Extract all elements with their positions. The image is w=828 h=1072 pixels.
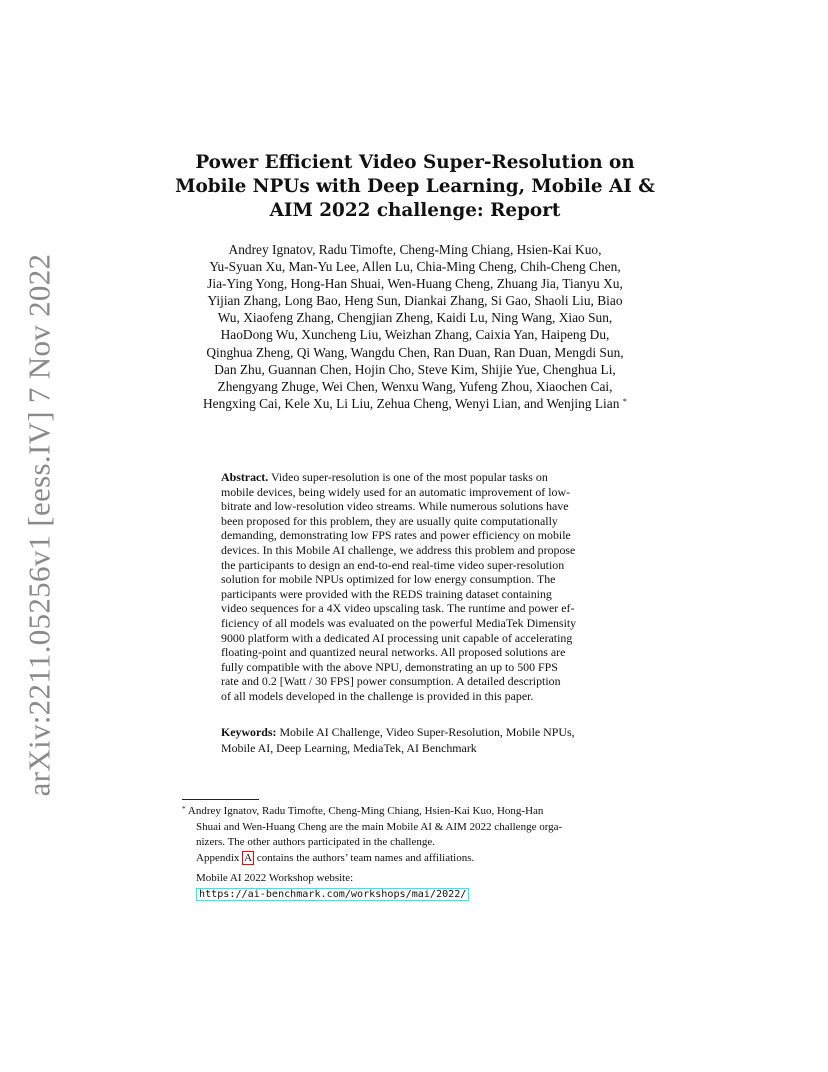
arxiv-identifier-stamp [10,253,68,797]
author-line: HaoDong Wu, Xuncheng Liu, Weizhan Zhang, Caixia Yan, Haipeng Du, [220,327,610,343]
keywords-text: Mobile AI Challenge, Video Super-Resolution, Mobile NPUs, [276,725,575,739]
abstract-line: ficiency of all models was evaluated on the powerful MediaTek Dimensity [221,615,577,630]
author-footnote-mark[interactable]: * [622,395,628,406]
paper-title [160,151,670,223]
abstract-text: Video super-resolution is one of the most popular tasks on [268,470,548,484]
abstract-line: participants were provided with the REDS training dataset containing [221,586,552,601]
abstract-line: demanding, demonstrating low FPS rates and power efficiency on mobile [221,528,571,543]
footnote-divider [182,799,259,800]
appendix-suffix: contains the authors’ team names and affiliations. [254,851,475,864]
abstract-line: the participants to design an end-to-end real-time video super-resolution [221,557,565,572]
title-line: Mobile NPUs with Deep Learning, Mobile AI & [175,176,655,197]
author-line: Jia-Ying Yong, Hong-Han Shuai, Wen-Huang Cheng, Zhuang Jia, Tianyu Xu, [207,276,623,292]
author-line: Wu, Xiaofeng Zhang, Chengjian Zheng, Kaidi Lu, Ning Wang, Xiao Sun, [217,310,613,326]
keywords-first-line [221,724,631,740]
abstract-line: solution for mobile NPUs optimized for low energy consumption. The [221,572,556,587]
workshop-label: Mobile AI 2022 Workshop website: [196,872,354,884]
appendix-prefix: Appendix [196,851,243,864]
author-line: Qinghua Zheng, Qi Wang, Wangdu Chen, Ran Duan, Ran Duan, Mengdi Sun, [206,344,624,360]
workshop-url-line [196,886,636,903]
footnote-text: Andrey Ignatov, Radu Timofte, Cheng-Ming Chiang, Hsien-Kai Kuo, Hong-Han [185,805,544,817]
footnote-mark: * [182,804,186,813]
abstract-line: bitrate and low-resolution video streams. While numerous solutions have [221,499,569,514]
footnote-first-line [182,804,652,820]
abstract-section [221,470,621,704]
abstract-line: rate and 0.2 [Watt / 30 FPS] power consumption. A detailed description [221,674,561,689]
abstract-line: floating-point and quantized neural networks. All proposed solutions are [221,645,566,660]
abstract-first-line [221,470,621,485]
footnote-line: Shuai and Wen-Huang Cheng are the main Mobile AI & AIM 2022 challenge orga- [196,820,563,833]
appendix-reference-link[interactable]: A [244,851,253,864]
author-line: Zhengyang Zhuge, Wei Chen, Wenxu Wang, Yufeng Zhou, Xiaochen Cai, [217,378,613,394]
abstract-label: Abstract. [221,470,269,484]
workshop-url-link[interactable]: https://ai-benchmark.com/workshops/mai/2022/ [196,888,469,901]
abstract-line: devices. In this Mobile AI challenge, we address this problem and propose [221,542,576,557]
keywords-line: Mobile AI, Deep Learning, MediaTek, AI Benchmark [221,741,477,755]
author-line: Yijian Zhang, Long Bao, Heng Sun, Diankai Zhang, Si Gao, Shaoli Liu, Biao [207,293,623,309]
abstract-line: 9000 platform with a dedicated AI processing unit capable of accelerating [221,630,573,645]
author-line-text: Hengxing Cai, Kele Xu, Li Liu, Zehua Cheng, Wenyi Lian, and Wenjing Lian [202,395,620,411]
keywords-section [221,724,631,756]
arxiv-identifier-text: arXiv:2211.05256v1 [eess.IV] 7 Nov 2022 [21,253,57,797]
footnote-appendix-line [182,851,652,867]
keywords-label: Keywords: [221,725,277,739]
author-line: Yu-Syuan Xu, Man-Yu Lee, Allen Lu, Chia-Ming Cheng, Chih-Cheng Chen, [209,259,621,275]
abstract-line: fully compatible with the above NPU, demonstrating an up to 500 FPS [221,659,558,674]
abstract-line: video sequences for a 4X video upscaling task. The runtime and power ef- [221,601,575,616]
abstract-line: been proposed for this problem, they are usually quite computationally [221,513,558,528]
footnote-line: nizers. The other authors participated in the challenge. [196,836,435,849]
abstract-line: of all models developed in the challenge is provided in this paper. [221,688,534,703]
footnote [182,804,652,866]
abstract-line: mobile devices, being widely used for an automatic improvement of low- [221,484,571,499]
author-line [170,395,660,412]
title-line: AIM 2022 challenge: Report [269,200,561,221]
author-list [170,241,660,412]
author-line: Dan Zhu, Guannan Chen, Hojin Cho, Steve Kim, Shijie Yue, Chenghua Li, [214,361,616,377]
workshop-info [196,870,636,903]
author-line: Andrey Ignatov, Radu Timofte, Cheng-Ming Chiang, Hsien-Kai Kuo, [228,242,602,257]
title-line: Power Efficient Video Super-Resolution on [195,152,635,173]
